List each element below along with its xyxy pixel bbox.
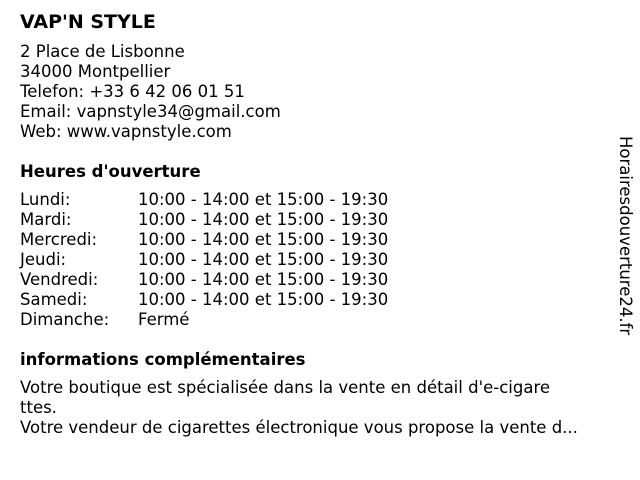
day-hours: Fermé (138, 310, 190, 329)
hours-row-thursday (20, 250, 610, 270)
info-line-3: Votre vendeur de cigarettes électronique vous propose la vente d... (20, 418, 578, 437)
web-line[interactable]: Web: www.vapnstyle.com (20, 122, 232, 141)
day-hours: 10:00 - 14:00 et 15:00 - 19:30 (138, 230, 389, 249)
day-hours: 10:00 - 14:00 et 15:00 - 19:30 (138, 210, 389, 229)
hours-row-friday (20, 270, 610, 290)
business-name: VAP'N STYLE (20, 11, 156, 33)
address-line-1: 2 Place de Lisbonne (20, 42, 185, 61)
info-line-2: ttes. (20, 398, 57, 417)
opening-hours-table (20, 190, 610, 330)
opening-hours-heading: Heures d'ouverture (20, 162, 201, 181)
additional-info-heading: informations complémentaires (20, 350, 306, 369)
business-card (20, 10, 610, 438)
watermark-text: Horairesdouverture24.fr (616, 136, 635, 336)
day-label: Mercredi: (20, 230, 98, 249)
hours-row-sunday (20, 310, 610, 330)
address-line-2: 34000 Montpellier (20, 62, 171, 81)
email-line[interactable]: Email: vapnstyle34@gmail.com (20, 102, 281, 121)
day-hours: 10:00 - 14:00 et 15:00 - 19:30 (138, 290, 389, 309)
info-line-1: Votre boutique est spécialisée dans la vente en détail d'e-cigare (20, 378, 551, 397)
hours-row-monday (20, 190, 610, 210)
day-label: Dimanche: (20, 310, 110, 329)
hours-row-saturday (20, 290, 610, 310)
day-label: Samedi: (20, 290, 88, 309)
day-label: Lundi: (20, 190, 71, 209)
hours-row-wednesday (20, 230, 610, 250)
day-label: Jeudi: (20, 250, 67, 269)
additional-info-text (20, 378, 600, 438)
day-hours: 10:00 - 14:00 et 15:00 - 19:30 (138, 190, 389, 209)
day-hours: 10:00 - 14:00 et 15:00 - 19:30 (138, 270, 389, 289)
hours-row-tuesday (20, 210, 610, 230)
day-label: Mardi: (20, 210, 72, 229)
day-label: Vendredi: (20, 270, 99, 289)
site-watermark (612, 136, 638, 366)
phone-line[interactable]: Telefon: +33 6 42 06 01 51 (20, 82, 245, 101)
day-hours: 10:00 - 14:00 et 15:00 - 19:30 (138, 250, 389, 269)
